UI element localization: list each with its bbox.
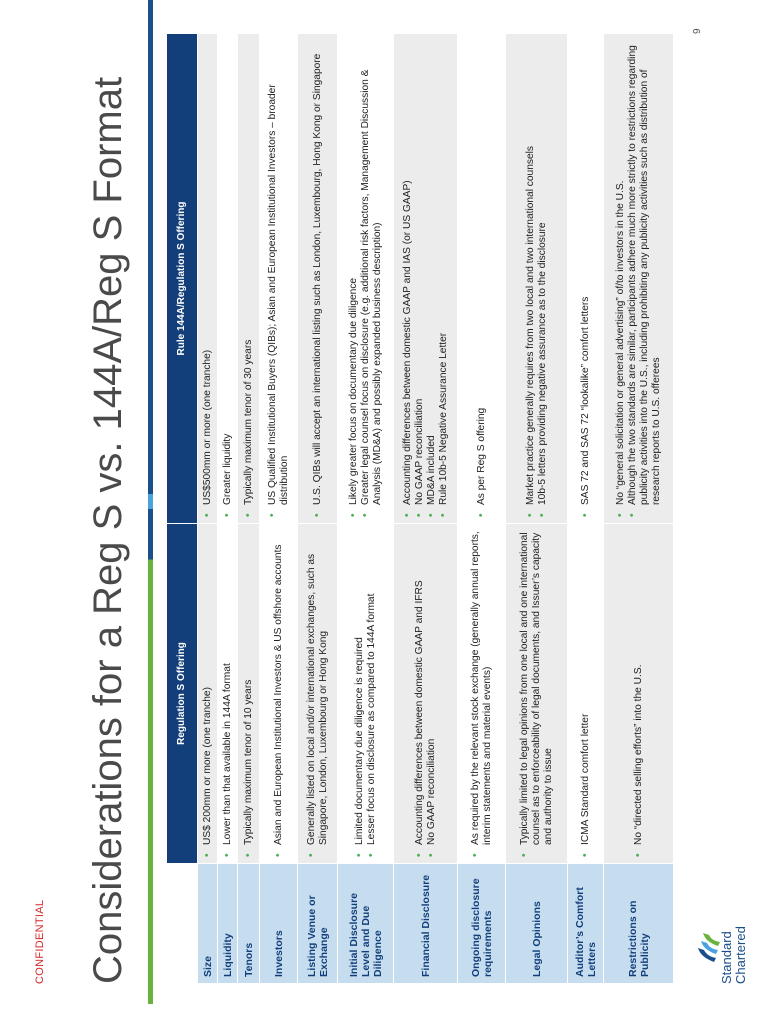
column-header-reg-s: Regulation S Offering [167, 524, 198, 864]
bullet-item: • Although the two standards are similar, participants adhere much more strictly to restrictions regarding publicity activities into the U.S., including prohibiting any publicity activities such as distribution of research reports to U.S. offerees [627, 40, 663, 517]
cell-144a [394, 34, 458, 524]
bullet-item: • Greater legal counsel focus on disclosure (e.g. additional risk factors, Management Discussion & Analysis (MD&A) and possibly expanded business description) [360, 40, 384, 517]
cell-144a [506, 34, 568, 524]
cell-reg-s [238, 524, 260, 864]
cell-144a [568, 34, 604, 524]
bullet-list [633, 530, 645, 857]
table-corner [167, 864, 198, 984]
bullet-list [354, 530, 378, 857]
bullet-item: • Limited documentary due diligence is required [354, 530, 366, 857]
bullet-item: • Accounting differences between domestic GAAP and IAS (or US GAAP) [402, 40, 414, 517]
bullet-item: • ICMA Standard comfort letter [580, 530, 592, 857]
bullet-item: • Lesser focus on disclosure as compared to 144A format [366, 530, 378, 857]
bullet-item: • No “directed selling efforts” into the U.S. [633, 530, 645, 857]
cell-reg-s [338, 524, 394, 864]
table-row [218, 34, 238, 984]
bullet-item: • Greater liquidity [222, 40, 234, 517]
logo-line-2: Chartered [733, 926, 748, 984]
row-label: Legal Opinions [506, 864, 568, 984]
row-label: Size [198, 864, 218, 984]
bullet-item: • No GAAP reconciliation [414, 40, 426, 517]
title-accent-bar [148, 0, 153, 1004]
bullet-item: • Likely greater focus on documentary due diligence [348, 40, 360, 517]
bullet-item: • Typically limited to legal opinions from one local and one international counsel as to enforceability of legal documents, and Issuer’s capacity and authority to issue [519, 530, 555, 857]
bullet-list [348, 40, 384, 517]
page-title: Considerations for a Reg S vs. 144A/Reg S Format [86, 76, 130, 984]
row-label: Initial Disclosure Level and Due Diligence [338, 864, 394, 984]
cell-144a [338, 34, 394, 524]
table-row [458, 34, 506, 984]
row-label: Investors [260, 864, 298, 984]
bullet-list [470, 530, 494, 857]
row-label: Listing Venue or Exchange [298, 864, 338, 984]
bullet-list [519, 530, 555, 857]
bullet-list [414, 530, 438, 857]
bullet-item: • SAS 72 and SAS 72 “lookalike” comfort letters [580, 40, 592, 517]
column-header-144a: Rule 144A/Regulation S Offering [167, 34, 198, 524]
logo-mark-icon [692, 932, 720, 964]
table-row [260, 34, 298, 984]
cell-144a [218, 34, 238, 524]
confidential-label: CONFIDENTIAL [34, 899, 46, 984]
bullet-list [615, 40, 663, 517]
cell-reg-s [604, 524, 674, 864]
bullet-item: • As per Reg S offering [476, 40, 488, 517]
bullet-item: • US$ 200mm or more (one tranche) [202, 530, 214, 857]
bullet-item: • US Qualified Institutional Buyers (QIBs); Asian and European Institutional Investors – broader distribution [267, 40, 291, 517]
row-label: Liquidity [218, 864, 238, 984]
table-row [506, 34, 568, 984]
bullet-item: • No GAAP reconciliation [426, 530, 438, 857]
bullet-list [580, 530, 592, 857]
cell-reg-s [568, 524, 604, 864]
logo-line-1: Standard [719, 931, 734, 984]
cell-reg-s [218, 524, 238, 864]
bullet-list [222, 40, 234, 517]
bullet-list [273, 530, 285, 857]
bullet-list [202, 530, 214, 857]
bullet-list [525, 40, 549, 517]
cell-reg-s [394, 524, 458, 864]
cell-144a [458, 34, 506, 524]
row-label: Tenors [238, 864, 260, 984]
bullet-item: • Rule 10b-5 Negative Assurance Letter [438, 40, 450, 517]
table-row [568, 34, 604, 984]
comparison-table [166, 33, 674, 984]
bullet-item: • 10b-5 letters providing negative assurance as to the disclosure [537, 40, 549, 517]
cell-144a [260, 34, 298, 524]
bullet-item: • Generally listed on local and/or international exchanges, such as Singapore, London, Luxembourg or Hong Kong [306, 530, 330, 857]
bullet-list [243, 40, 255, 517]
cell-reg-s [198, 524, 218, 864]
bullet-item: • Typically maximum tenor of 10 years [243, 530, 255, 857]
table-row [394, 34, 458, 984]
table-row [238, 34, 260, 984]
bullet-list [243, 530, 255, 857]
page-number: 9 [692, 28, 703, 34]
table-row [298, 34, 338, 984]
bullet-list [476, 40, 488, 517]
bullet-item: • MD&A included [426, 40, 438, 517]
bullet-item: • Accounting differences between domestic GAAP and IFRS [414, 530, 426, 857]
row-label: Auditor’s Comfort Letters [568, 864, 604, 984]
table-body [198, 34, 674, 984]
cell-144a [298, 34, 338, 524]
bullet-item: • Market practice generally requires from two local and two international counsels [525, 40, 537, 517]
bullet-item: • U.S. QIBs will accept an international listing such as London, Luxembourg, Hong Kong or Singapore [312, 40, 324, 517]
row-label: Ongoing disclosure requirements [458, 864, 506, 984]
logo-text [720, 926, 748, 984]
table-row [198, 34, 218, 984]
row-label: Financial Disclosure [394, 864, 458, 984]
bullet-list [202, 40, 214, 517]
bullet-list [580, 40, 592, 517]
cell-reg-s [458, 524, 506, 864]
bullet-item: • US$500mm or more (one tranche) [202, 40, 214, 517]
bullet-item: • No “general solicitation or general advertising” of/to investors in the U.S. [615, 40, 627, 517]
cell-reg-s [298, 524, 338, 864]
bullet-item: • Typically maximum tenor of 30 years [243, 40, 255, 517]
table-row [338, 34, 394, 984]
bullet-list [402, 40, 450, 517]
cell-144a [238, 34, 260, 524]
standard-chartered-logo [692, 874, 752, 984]
cell-144a [198, 34, 218, 524]
cell-reg-s [260, 524, 298, 864]
bullet-item: • Asian and European Institutional Investors & US offshore accounts [273, 530, 285, 857]
cell-144a [604, 34, 674, 524]
bullet-list [267, 40, 291, 517]
bullet-list [306, 530, 330, 857]
bullet-item: • Lower than that available in 144A format [222, 530, 234, 857]
bullet-list [222, 530, 234, 857]
cell-reg-s [506, 524, 568, 864]
bullet-item: • As required by the relevant stock exchange (generally annual reports, interim statements and material events) [470, 530, 494, 857]
table-row [604, 34, 674, 984]
row-label: Restrictions on Publicity [604, 864, 674, 984]
bullet-list [312, 40, 324, 517]
